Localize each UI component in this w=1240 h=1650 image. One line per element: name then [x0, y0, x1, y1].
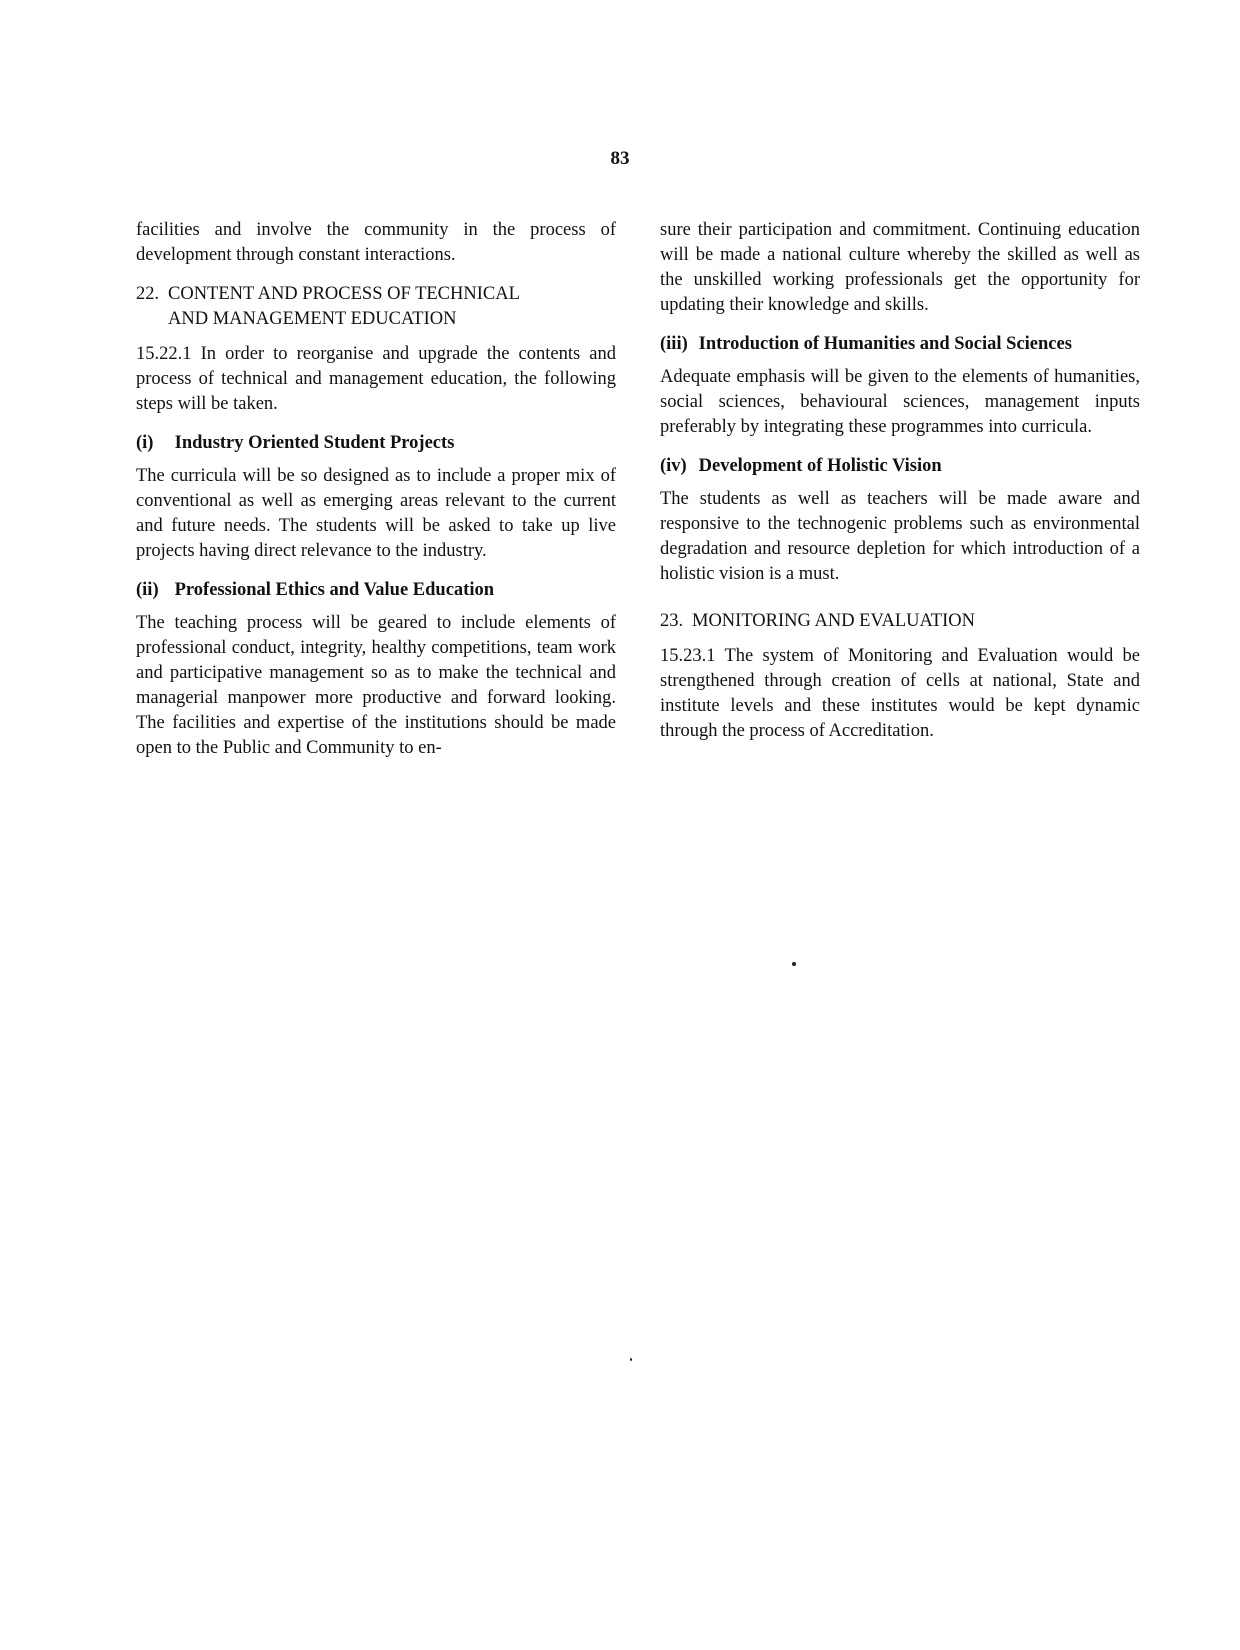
paragraph-iii: Adequate emphasis will be given to the elements of humanities, social sciences, behavioural sciences, management inputs preferably by integrating these programmes into curricula. — [660, 367, 1140, 437]
subheading-title: Industry Oriented Student Projects — [174, 433, 455, 453]
section-heading-23 — [660, 609, 1140, 634]
subheading-number: (iv) — [660, 456, 687, 476]
continued-paragraph: sure their participation and commitment. Continuing education will be made a national culture whereby the skilled as well as the unskilled working professionals get the opportunity for updating their knowledge and skills. — [660, 220, 1140, 315]
paragraph-i: The curricula will be so designed as to include a proper mix of conventional as well as emerging areas relevant to the current and future needs. The students will be asked to take up live projects having direct relevance to the industry. — [136, 466, 616, 561]
subheading-iii — [660, 332, 1140, 357]
section-title: MONITORING AND EVALUATION — [692, 611, 975, 631]
right-column — [660, 218, 1140, 758]
subheading-number: (i) — [136, 433, 154, 453]
paragraph-iv: The students as well as teachers will be made aware and responsive to the technogenic problems such as environmental degradation and resource depletion for which introduction of a holistic vision is a must. — [660, 489, 1140, 584]
section-number: 23. — [660, 611, 684, 631]
subheading-title: Professional Ethics and Value Education — [174, 580, 494, 600]
section-title-line2: AND MANAGEMENT EDUCATION — [168, 309, 457, 329]
spacer — [660, 601, 1140, 609]
subheading-iv — [660, 454, 1140, 479]
subheading-ii — [136, 578, 616, 603]
scan-speck — [792, 962, 796, 966]
continued-paragraph: facilities and involve the community in the process of development through constant interactions. — [136, 220, 616, 265]
paragraph-15-23-1: 15.23.1 The system of Monitoring and Evaluation would be strengthened through creation of cells at national, State and institute levels and these institutes would be kept dynamic through the process of Accreditation. — [660, 646, 1140, 741]
subheading-title: Introduction of Humanities and Social Sciences — [698, 334, 1072, 354]
section-number: 22. — [136, 284, 160, 304]
subheading-number: (ii) — [136, 580, 159, 600]
paragraph-ii: The teaching process will be geared to include elements of professional conduct, integrity, healthy competitions, team work and participative management so as to make the technical and managerial manpower more productive and forward looking. The facilities and expertise of the institutions should be made open to the Public and Community to en- — [136, 613, 616, 758]
subheading-title: Development of Holistic Vision — [698, 456, 942, 476]
section-title-line1: CONTENT AND PROCESS OF TECHNICAL — [168, 284, 520, 304]
paragraph-15-22-1: 15.22.1 In order to reorganise and upgrade the contents and process of technical and management education, the following steps will be taken. — [136, 344, 616, 414]
subheading-number: (iii) — [660, 334, 688, 354]
page-number: 83 — [610, 148, 630, 169]
scan-speck — [630, 1358, 632, 1361]
subheading-i — [136, 431, 616, 456]
left-column — [136, 218, 616, 775]
section-heading-22 — [136, 282, 616, 332]
